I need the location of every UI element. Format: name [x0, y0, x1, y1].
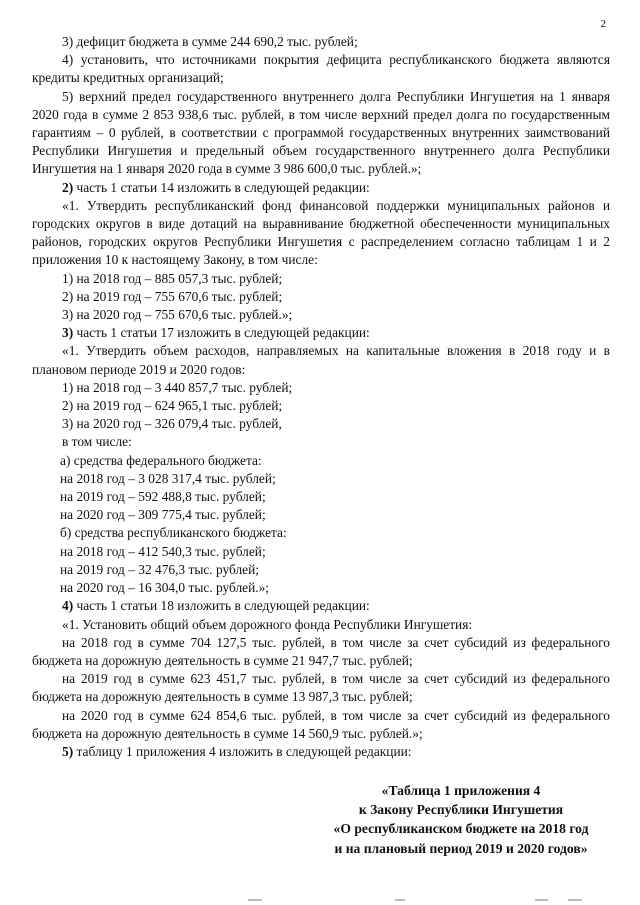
paragraph-debt-limit: 5) верхний предел государственного внутреннего долга Республики Ингушетия на 1 января 2020 года в сумме 2 853 938,6 тыс. рублей, в том числе верхний предел долга по государственным гарантиям – 0 рублей, в соответствии с программой государственных внутренних заимствований Республики Ингушетия и предельный объем государственного внутреннего долга Республики Ингушетия на 1 января 2020 года в сумме 3 986 600,0 тыс. рублей.»;: [32, 88, 610, 177]
list-subheading-republic: б) средства республиканского бюджета:: [60, 525, 287, 541]
table-heading: [316, 781, 606, 858]
list-item-republic-2020: на 2020 год – 16 304,0 тыс. рублей.»;: [60, 580, 270, 596]
table-heading-line: и на плановый период 2019 и 2020 годов»: [334, 840, 588, 856]
list-subheading-federal: а) средства федерального бюджета:: [60, 452, 262, 468]
paragraph-capital-investments: «1. Утвердить объем расходов, направляемых на капитальные вложения в 2018 году и в плановом периоде 2019 и 2020 годов:: [32, 343, 610, 377]
paragraph-road-fund-2018: на 2018 год в сумме 704 127,5 тыс. рублей, в том числе за счет субсидий из федерального бюджета на дорожную деятельность в сумме 21 947,7 тыс. рублей;: [32, 634, 610, 668]
paragraph-amendment-article-18: [32, 597, 610, 615]
list-item-federal-2019: на 2019 год – 592 488,8 тыс. рублей;: [60, 489, 266, 505]
paragraph-amendment-article-14: [32, 179, 610, 197]
list-item-2018: 1) на 2018 год – 885 057,3 тыс. рублей;: [62, 270, 283, 286]
scan-artifacts: [0, 897, 640, 903]
list-item-federal-2020: на 2020 год – 309 775,4 тыс. рублей;: [60, 507, 266, 523]
list-item-2020: 3) на 2020 год – 326 079,4 тыс. рублей,: [62, 416, 282, 432]
amendment-text: часть 1 статьи 17 изложить в следующей редакции:: [73, 325, 370, 341]
table-heading-line: к Закону Республики Ингушетия: [358, 802, 564, 818]
list-item-2018: 1) на 2018 год – 3 440 857,7 тыс. рублей;: [62, 379, 293, 395]
amendment-number: 2): [62, 179, 74, 195]
list-item-republic-2019: на 2019 год – 32 476,3 тыс. рублей;: [60, 561, 259, 577]
paragraph-road-fund-2020: на 2020 год в сумме 624 854,6 тыс. рублей, в том числе за счет субсидий из федерального бюджета на дорожную деятельность в сумме 14 560,9 тыс. рублей.»;: [32, 707, 610, 741]
list-item-2019: 2) на 2019 год – 624 965,1 тыс. рублей;: [62, 398, 283, 414]
amendment-number: 4): [62, 598, 74, 614]
paragraph-road-fund: «1. Установить общий объем дорожного фонда Республики Ингушетия:: [62, 616, 473, 632]
paragraph-deficit-sources: 4) установить, что источниками покрытия дефицита республиканского бюджета являются кредиты кредитных организаций;: [32, 52, 610, 86]
paragraph-amendment-article-17: [32, 324, 610, 342]
list-item-2020: 3) на 2020 год – 755 670,6 тыс. рублей.»;: [62, 307, 293, 323]
amendment-text: часть 1 статьи 14 изложить в следующей редакции:: [73, 179, 370, 195]
page-number: 2: [600, 18, 606, 30]
document-body: [32, 33, 610, 761]
amendment-number: 3): [62, 325, 74, 341]
paragraph-road-fund-2019: на 2019 год в сумме 623 451,7 тыс. рублей, в том числе за счет субсидий из федерального бюджета на дорожную деятельность в сумме 13 987,3 тыс. рублей;: [32, 671, 610, 705]
list-item-federal-2018: на 2018 год – 3 028 317,4 тыс. рублей;: [60, 470, 276, 486]
table-heading-line: «О республиканском бюджете на 2018 год: [333, 821, 589, 837]
list-item-republic-2018: на 2018 год – 412 540,3 тыс. рублей;: [60, 543, 266, 559]
list-subheading: в том числе:: [62, 434, 132, 450]
amendment-number: 5): [62, 743, 74, 759]
paragraph-deficit: 3) дефицит бюджета в сумме 244 690,2 тыс. рублей;: [62, 34, 358, 49]
paragraph-amendment-table: [32, 743, 610, 761]
amendment-text: часть 1 статьи 18 изложить в следующей редакции:: [73, 598, 370, 614]
paragraph-support-fund: «1. Утвердить республиканский фонд финансовой поддержки муниципальных районов и городских округов в виде дотаций на выравнивание бюджетной обеспеченности муниципальных районов, городских округов Республики Ингушетия с распределением согласно таблицам 1 и 2 приложения 10 к настоящему Закону, в том числе:: [32, 197, 610, 268]
amendment-text: таблицу 1 приложения 4 изложить в следующей редакции:: [73, 743, 412, 759]
table-heading-line: «Таблица 1 приложения 4: [381, 783, 541, 798]
list-item-2019: 2) на 2019 год – 755 670,6 тыс. рублей;: [62, 288, 283, 304]
